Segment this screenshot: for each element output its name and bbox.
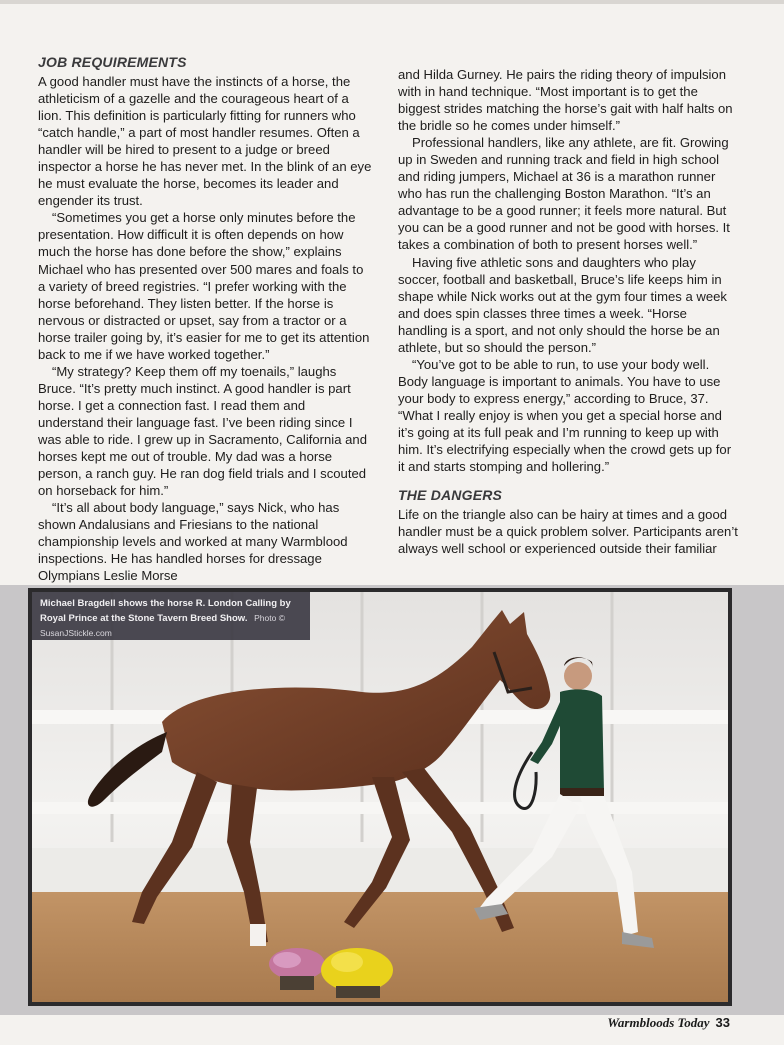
paragraph: “You’ve got to be able to run, to use your body well. Body language is important to animals. You have to use your body to express energy,” according to Bruce, 37. “What I really enjoy is when you get a special horse and it’s going at its full peak and I’m running to keep up with him. It’s electrifying especially when the crowd gets up for it and starts stomping and hollering.” <box>398 356 732 475</box>
paragraph: “It’s all about body language,” says Nick, who has shown Andalusians and Friesians to the national championship levels and worked at many Warmblood inspections. He has handled horses for dressage Olympians Leslie Morse <box>38 500 348 584</box>
paragraph: “My strategy? Keep them off my toenails,” laughs Bruce. “It’s pretty much instinct. A good handler is part horse. I get a connection fast. I read them and understand their language fast. I’ve been riding since I was able to ride. I grew up in Sacramento, California and horses kept me out of trouble. My dad was a horse person, a ranch guy. He ran dog field trials and I scouted on horseback for him.” <box>38 363 367 499</box>
horse-handler-illustration <box>32 592 728 1002</box>
paragraph: and Hilda Gurney. He pairs the riding theory of impulsion with in hand technique. “Most important is to get the biggest strides matching the horse’s gait with half halts on the bridle so he comes under himself.” <box>398 67 733 134</box>
article-left-column <box>38 54 372 584</box>
horse-photo <box>32 592 728 1002</box>
paragraph: “Sometimes you get a horse only minutes before the presentation. How difficult it is often depends on how much the horse has done before the show,” explains Michael who has presented over 500 mares and foals to a variety of breed registries. “I prefer working with the horse beforehand. They listen better. If the horse is nervous or distracted or upset, say from a tractor or a horse trailer going by, it’s easier for me to get its attention back to me if we have worked together.” <box>38 210 370 362</box>
page-footer <box>607 1015 730 1031</box>
page-top-edge <box>0 0 784 4</box>
publication-name: Warmbloods Today <box>607 1015 710 1030</box>
page-number: 33 <box>715 1015 730 1030</box>
photo-frame <box>28 588 732 1006</box>
section-heading-job-requirements: JOB REQUIREMENTS <box>38 54 187 70</box>
photo-caption <box>32 592 310 640</box>
caption-text: Michael Bragdell shows the horse R. London Calling by Royal Prince at the Stone Tavern Breed Show. <box>40 598 291 624</box>
paragraph: A good handler must have the instincts of a horse, the athleticism of a gazelle and the courageous heart of a lion. This definition is particularly fitting for runners who “catch handle,” a part of most handler resumes. Often a handler will be hired to present to a judge or breed inspector a horse he has never met. In the blink of an eye he must evaluate the horse, becomes its leader and engender its trust. <box>38 74 372 209</box>
paragraph: Having five athletic sons and daughters who play soccer, football and basketball, Bruce’s life keeps him in shape while Nick works out at the gym four times a week and does spin classes three times a week. “Horse handling is a sport, and not only should the horse be an athlete, but so should the person.” <box>398 254 727 355</box>
article-right-column <box>398 66 738 596</box>
paragraph: Professional handlers, like any athlete, are fit. Growing up in Sweden and running track and field in high school and riding jumpers, Michael at 36 is a marathon runner who has run the challenging Boston Marathon. “It’s an advantage to be a good runner; it feels more natural. But you can be a good runner and not be good with horses. It takes a combination of both to present horses well.” <box>398 135 730 253</box>
section-heading-the-dangers: THE DANGERS <box>398 487 503 504</box>
paragraph: Life on the triangle also can be hairy at times and a good handler must be a quick problem solver. Participants aren’t always well school or experienced outside their familiar <box>398 507 738 557</box>
photo-credit: Photo © SusanJStickle.com <box>40 613 285 638</box>
